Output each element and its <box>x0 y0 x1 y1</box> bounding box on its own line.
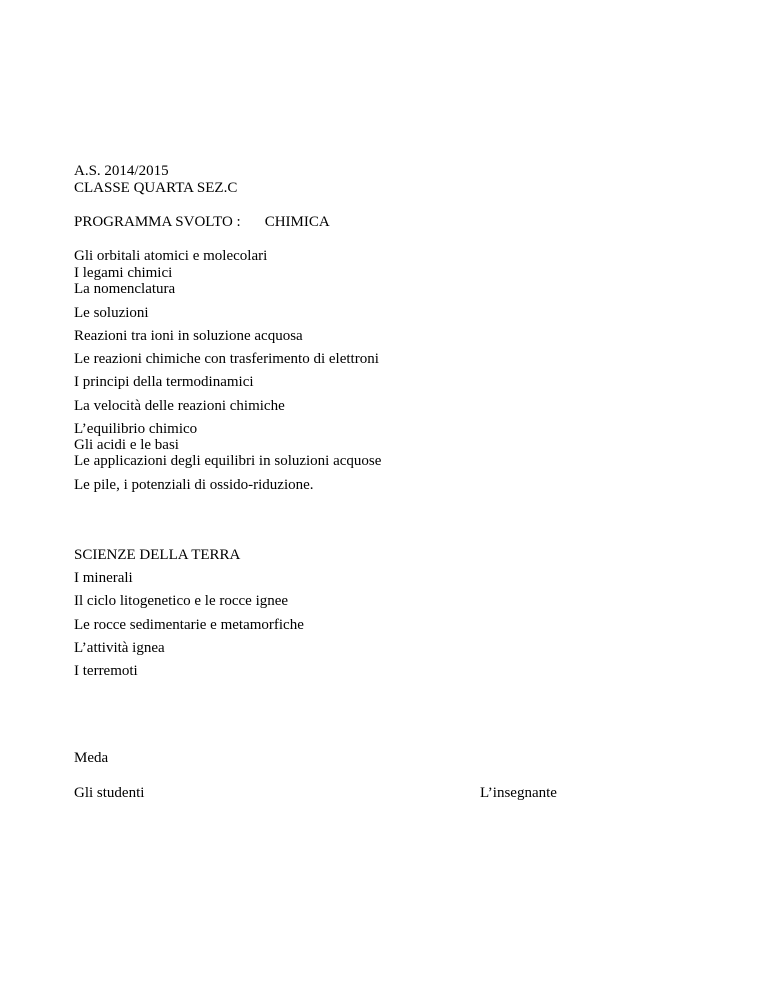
students-signature-label: Gli studenti <box>74 785 145 801</box>
chemistry-topic: I principi della termodinamici <box>74 374 254 390</box>
chemistry-topic: L’equilibrio chimico <box>74 421 198 437</box>
chemistry-topic: Gli orbitali atomici e molecolari <box>74 248 268 264</box>
earth-science-title: SCIENZE DELLA TERRA <box>74 547 241 563</box>
chemistry-topic: Le applicazioni degli equilibri in soluzioni acquose <box>74 453 382 469</box>
earth-science-topic: I terremoti <box>74 663 138 679</box>
place: Meda <box>74 750 109 766</box>
earth-science-topic: Il ciclo litogenetico e le rocce ignee <box>74 593 289 609</box>
program-subject: CHIMICA <box>264 214 330 230</box>
earth-science-topic: L’attività ignea <box>74 640 165 656</box>
chemistry-topic: I legami chimici <box>74 265 173 281</box>
chemistry-topic: Gli acidi e le basi <box>74 437 179 453</box>
chemistry-topic: La velocità delle reazioni chimiche <box>74 398 285 414</box>
class-section: CLASSE QUARTA SEZ.C <box>74 180 238 196</box>
program-label: PROGRAMMA SVOLTO : <box>74 214 241 230</box>
chemistry-topic: Le pile, i potenziali di ossido-riduzione. <box>74 477 314 493</box>
chemistry-topic: Le reazioni chimiche con trasferimento di elettroni <box>74 351 379 367</box>
program-heading <box>74 214 330 231</box>
chemistry-topic: Le soluzioni <box>74 305 149 321</box>
chemistry-topic: Reazioni tra ioni in soluzione acquosa <box>74 328 303 344</box>
teacher-signature-label: L’insegnante <box>480 785 557 801</box>
earth-science-topic: I minerali <box>74 570 133 586</box>
school-year: A.S. 2014/2015 <box>74 163 169 179</box>
chemistry-topic: La nomenclatura <box>74 281 176 297</box>
earth-science-topic: Le rocce sedimentarie e metamorfiche <box>74 617 304 633</box>
